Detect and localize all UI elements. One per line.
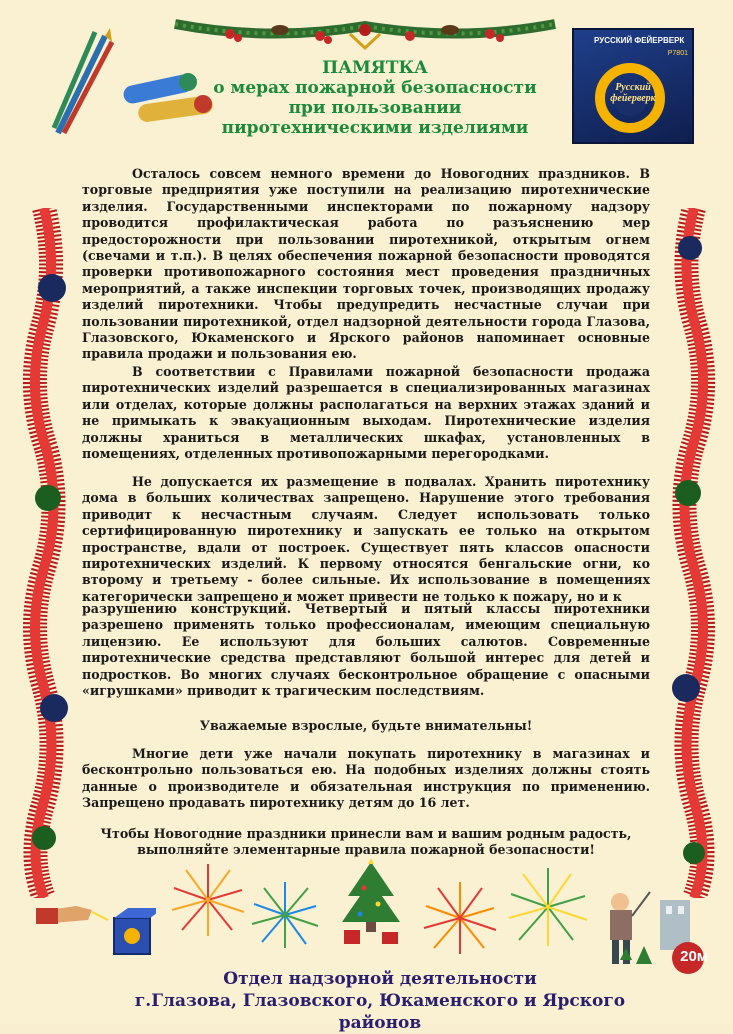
distance-sign: 20м xyxy=(680,948,708,965)
right-tinsel-border xyxy=(664,208,724,898)
title-line-1: ПАМЯТКА xyxy=(322,58,428,78)
footer-signature xyxy=(100,968,660,1034)
product-box-image xyxy=(572,28,694,144)
product-code: Р7801 xyxy=(667,50,688,57)
left-tinsel-border xyxy=(14,208,74,898)
title-line-3: при пользовании xyxy=(288,98,462,118)
closing-line-2: выполняйте элементарные правила пожарной безопасности! xyxy=(137,842,595,858)
paragraph-intro xyxy=(82,166,650,363)
paragraph-text: Не допускается их размещение в подвалах. Хранить пиротехнику дома в больших количествах запрещено. Нарушение этого требования приводит к несчастным случаям. Следует использовать только сертифицированную пиротехнику и запускать ее только на открытом пространстве, вдали от построек. Существует пять классов опасности пиротехнических изделий. К первому относятся бенгальские огни, ко второму и третьему - более сильные. Их использование в помещениях категорически запрещено и может привести не только к пожару, но и к xyxy=(82,474,650,604)
pine-garland-decoration xyxy=(170,4,560,54)
page-title xyxy=(210,58,540,138)
paragraph-text: В соответствии с Правилами пожарной безопасности продажа пиротехнических изделий разрешается в специализированных магазинах или отделах, которые должны располагаться на верхних этажах зданий и не примыкать к эвакуационным выходам. Пиротехнические изделия должны храниться в металлических шкафах, установленных в помещениях, отделенных противопожарными перегородками. xyxy=(82,364,650,462)
firework-burst-icon xyxy=(505,864,591,950)
christmas-tree-icon xyxy=(336,858,406,950)
rockets-image xyxy=(50,28,120,138)
firework-burst-icon xyxy=(168,860,248,940)
paragraph-hazard-classes xyxy=(82,601,650,699)
lighting-firework-illustration xyxy=(36,890,156,970)
footer-line-1: Отдел надзорной деятельности xyxy=(223,969,537,989)
firework-burst-icon xyxy=(250,880,320,950)
product-brand: РУССКИЙ ФЕЙЕРВЕРК xyxy=(594,36,685,45)
title-line-4: пиротехническими изделиями xyxy=(221,118,529,138)
title-line-2: о мерах пожарной безопасности xyxy=(213,78,537,98)
paragraph-text: Многие дети уже начали покупать пиротехнику в магазинах и бесконтрольно пользоваться ею. На подобных изделиях должны стоять данные о производителе и обязательная инструкция по применению. Запрещено продавать пиротехнику детям до 16 лет. xyxy=(82,746,650,811)
paragraph-text: Осталось совсем немного времени до Новогодних праздников. В торговые предприятия уже поступили на реализацию пиротехнические изделия. Государственными инспекторами по пожарному надзору проводится профилактическая работа по разъяснению мер предосторожности при пользовании пиротехникой, открытым огнем (свечами и т.п.). В целях обеспечения пожарной безопасности проводятся проверки противопожарного состояния мест проведения праздничных мероприятий, а также инспекции торговых точек, производящих продажу изделий пиротехники. Чтобы предупредить несчастные случаи при пользовании пиротехникой, отдел надзорной деятельности города Глазова, Глазовского, Юкаменского и Ярского районов напоминает основные правила продажи и пользования ею. xyxy=(82,166,650,362)
product-name: Русский фейерверк xyxy=(610,82,656,104)
paragraph-sales-rules xyxy=(82,364,650,462)
firecracker-tubes-image xyxy=(118,72,218,132)
paragraph-children xyxy=(82,746,650,812)
paragraph-storage-rules xyxy=(82,474,650,605)
paragraph-text: разрушению конструкций. Четвертый и пятый классы пиротехники разрешено применять только профессионалам, имеющим специальную лицензию. Ее используют для больших салютов. Современные пиротехнические средства представляют большой интерес для детей и подростков. Во многих случаях бесконтрольное обращение с опасными «игрушками» приводит к трагическим последствиям. xyxy=(82,601,650,699)
appeal-line: Уважаемые взрослые, будьте внимательны! xyxy=(199,718,533,733)
firework-burst-icon xyxy=(420,878,500,958)
closing-line-1: Чтобы Новогодние праздники принесли вам и вашим родным радость, xyxy=(100,826,632,841)
footer-line-2: г.Глазова, Глазовского, Юкаменского и Ярского районов xyxy=(134,991,626,1033)
closing-message xyxy=(82,826,650,859)
